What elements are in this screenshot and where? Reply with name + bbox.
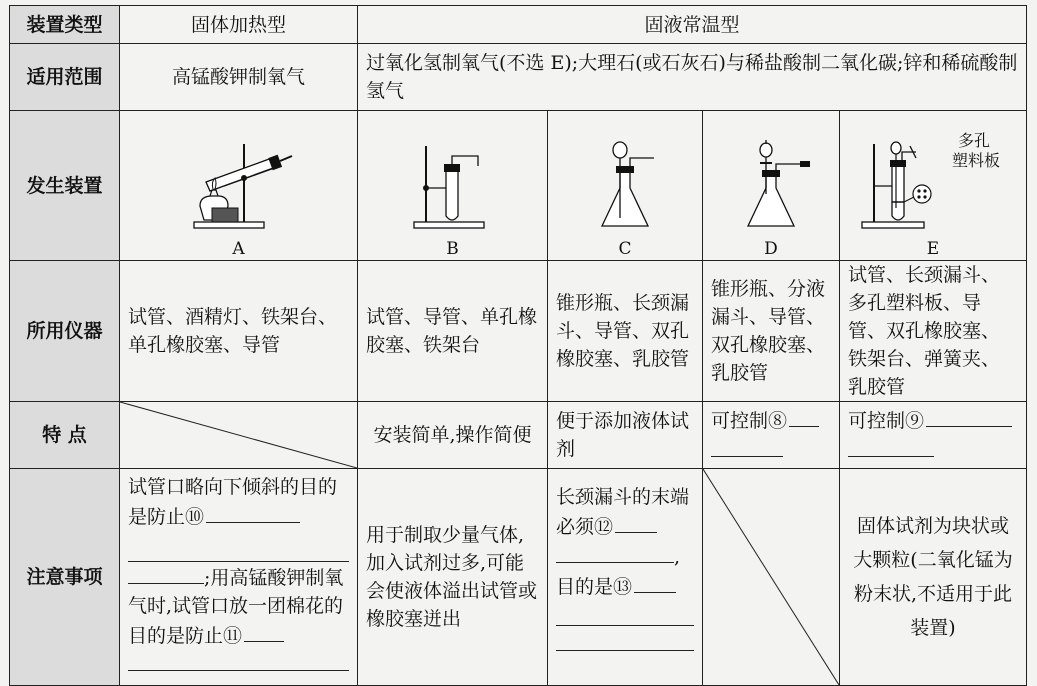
notes-c-part1: 长颈漏斗的末端必须⑫ (556, 486, 690, 538)
row-header-scope: 适用范围 (10, 44, 120, 111)
header-row (10, 6, 1027, 44)
apparatus-c-drawing (580, 136, 670, 236)
blank-13c[interactable] (556, 630, 694, 651)
diagonal-slash (120, 402, 357, 468)
blank-8a[interactable] (789, 405, 819, 427)
blank-9a[interactable] (926, 405, 1012, 427)
blank-12b[interactable] (556, 541, 674, 563)
apparatus-a-cell (120, 111, 358, 261)
notes-a-part1: 试管口略向下倾斜的目的是防止⑩ (128, 476, 338, 528)
instruments-b: 试管、导管、单孔橡胶塞、铁架台 (358, 261, 548, 402)
diagonal-slash-d (703, 469, 839, 685)
apparatus-e-label: E (926, 239, 940, 259)
blank-10c[interactable] (128, 562, 204, 584)
annotation-line-1: 多孔 (958, 131, 991, 150)
scope-solid-heating: 高锰酸钾制氧气 (120, 44, 358, 111)
blank-13a[interactable] (634, 571, 676, 593)
annotation-line-2: 塑料板 (952, 151, 1001, 170)
row-header-type: 装置类型 (10, 6, 120, 44)
apparatus-c-cell (548, 111, 703, 261)
features-e-text: 可控制⑨ (848, 410, 925, 432)
features-b: 安装简单,操作简便 (358, 402, 548, 469)
notes-d-empty (703, 469, 840, 686)
apparatus-a-label: A (232, 239, 245, 259)
blank-11b[interactable] (128, 654, 349, 671)
apparatus-e-annotation (952, 131, 1000, 171)
col-solid-liquid: 固液常温型 (358, 6, 1027, 44)
scope-row (10, 44, 1027, 111)
scope-solid-liquid: 过氧化氢制氧气(不选 E);大理石(或石灰石)与稀盐酸制二氧化碳;锌和稀硫酸制氢气 (358, 44, 1027, 111)
features-e (840, 402, 1027, 469)
features-d-text: 可控制⑧ (711, 410, 788, 432)
blank-9b[interactable] (848, 435, 934, 457)
blank-12a[interactable] (615, 511, 657, 533)
row-header-features: 特 点 (10, 402, 120, 469)
blank-10a[interactable] (206, 501, 300, 523)
notes-c-comma: , (674, 546, 681, 568)
blank-8b[interactable] (711, 435, 783, 457)
apparatus-d-drawing (726, 136, 816, 236)
features-row (10, 402, 1027, 469)
apparatus-b-drawing (408, 136, 498, 236)
notes-b: 用于制取少量气体,加入试剂过多,可能会使液体溢出试管或橡胶塞迸出 (358, 469, 548, 686)
notes-c (548, 469, 703, 686)
apparatus-c-label: C (618, 239, 632, 259)
apparatus-b-label: B (446, 239, 459, 259)
notes-e: 固体试剂为块状或大颗粒(二氧化锰为粉末状,不适用于此装置) (840, 469, 1027, 686)
apparatus-b-cell (358, 111, 548, 261)
instruments-d: 锥形瓶、分液漏斗、导管、双孔橡胶塞、乳胶管 (703, 261, 840, 402)
row-header-notes: 注意事项 (10, 469, 120, 686)
apparatus-row (10, 111, 1027, 261)
instruments-e: 试管、长颈漏斗、多孔塑料板、导管、双孔橡胶塞、铁架台、弹簧夹、乳胶管 (840, 261, 1027, 402)
instruments-a: 试管、酒精灯、铁架台、单孔橡胶塞、导管 (120, 261, 358, 402)
row-header-instruments: 所用仪器 (10, 261, 120, 402)
blank-10b[interactable] (128, 535, 349, 562)
apparatus-a-drawing (184, 136, 294, 236)
instruments-row (10, 261, 1027, 402)
apparatus-d-cell (703, 111, 840, 261)
notes-row (10, 469, 1027, 686)
notes-a (120, 469, 358, 686)
apparatus-e-cell (840, 111, 1027, 261)
apparatus-d-label: D (764, 239, 778, 259)
notes-c-part2: 目的是⑬ (556, 576, 633, 598)
features-d (703, 402, 840, 469)
blank-11a[interactable] (244, 620, 284, 642)
apparatus-table (9, 5, 1027, 686)
instruments-c: 锥形瓶、长颈漏斗、导管、双孔橡胶塞、乳胶管 (548, 261, 703, 402)
row-header-apparatus: 发生装置 (10, 111, 120, 261)
features-c: 便于添加液体试剂 (548, 402, 703, 469)
notes-a-part2: ;用高锰酸钾制氧气时,试管口放一团棉花的目的是防止⑪ (128, 567, 344, 647)
blank-13b[interactable] (556, 605, 694, 626)
features-a-empty (120, 402, 358, 469)
col-solid-heating: 固体加热型 (120, 6, 358, 44)
